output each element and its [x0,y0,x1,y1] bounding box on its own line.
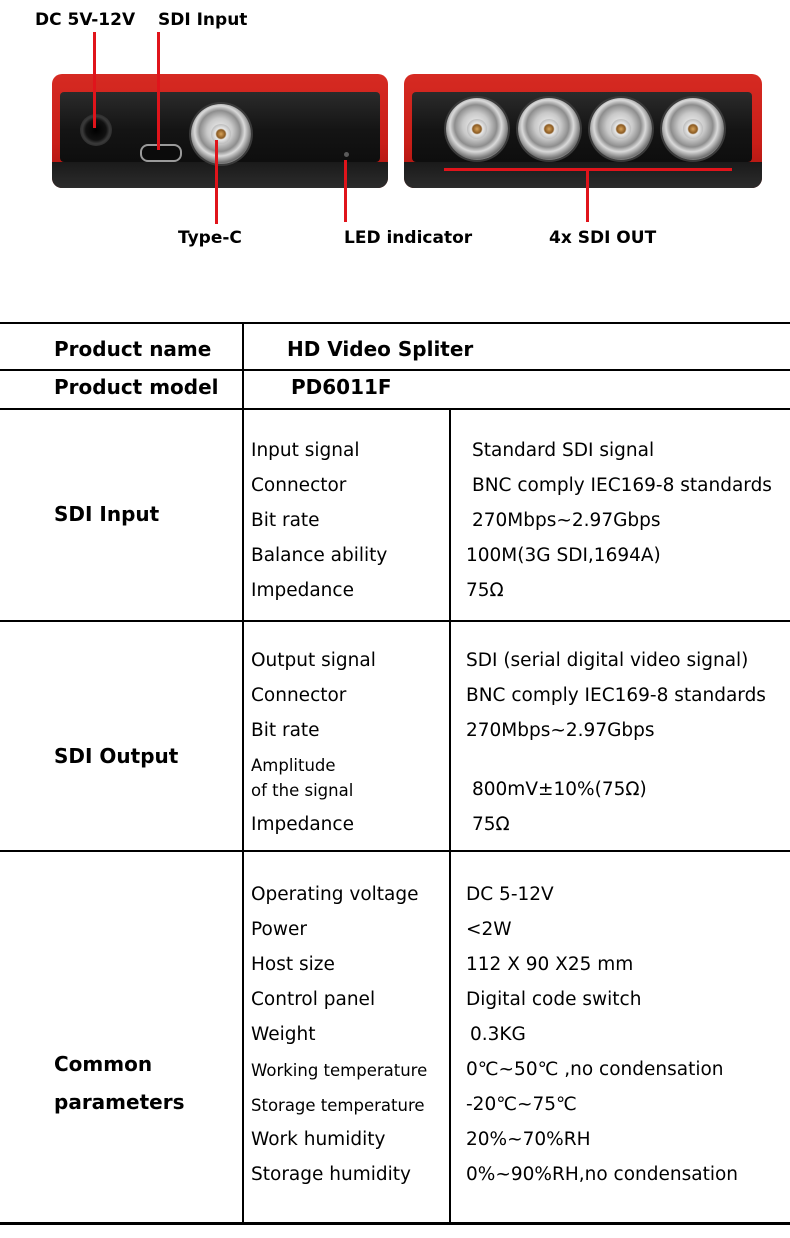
spec-value: 75Ω [466,580,504,601]
table-rule-top [0,322,790,324]
spec-value: 100M(3G SDI,1694A) [466,545,661,566]
spec-value: 0%~90%RH,no condensation [466,1164,739,1185]
table-rule [0,620,790,622]
spec-key: of the signal [251,781,354,800]
spec-value: DC 5-12V [466,884,554,905]
spec-key: Weight [251,1024,316,1045]
spec-value: SDI (serial digital video signal) [466,650,749,671]
dc-power-jack-icon [80,114,112,146]
device-input-base [52,162,388,188]
spec-key: Work humidity [251,1129,386,1150]
spec-key: Storage temperature [251,1096,425,1115]
spec-key: Output signal [251,650,376,671]
section-title-common-line2: parameters [54,1090,185,1114]
type-c-port-icon [140,144,182,162]
product-name-value: HD Video Spliter [287,337,474,361]
spec-key: Bit rate [251,720,320,741]
product-photo [0,0,790,300]
spec-value: Standard SDI signal [472,440,655,461]
spec-key: Operating voltage [251,884,419,905]
dc-power-label: DC 5V-12V [35,10,136,30]
spec-value: 20%~70%RH [466,1129,591,1150]
spec-key: Bit rate [251,510,320,531]
spec-key: Control panel [251,989,376,1010]
spec-value: -20℃~75℃ [466,1094,577,1115]
spec-value: 0.3KG [470,1024,526,1045]
spec-value: BNC comply IEC169-8 standards [466,685,766,706]
spec-key: Amplitude [251,756,336,775]
spec-value: 800mV±10%(75Ω) [472,779,647,800]
spec-value: 270Mbps~2.97Gbps [466,720,655,741]
spec-value: 75Ω [472,814,510,835]
device-output-base [404,162,762,188]
product-model-label: Product model [54,375,219,399]
spec-key: Working temperature [251,1061,428,1080]
table-rule [0,369,790,371]
spec-value: 112 X 90 X25 mm [466,954,634,975]
led-indicator-label: LED indicator [344,228,473,248]
spec-key: Balance ability [251,545,388,566]
table-column-divider [449,409,451,1223]
sdi-out-4-bnc-icon [662,98,724,160]
led-leader [344,160,347,222]
product-model-value: PD6011F [291,375,392,399]
table-column-divider [242,323,244,1223]
spec-value: Digital code switch [466,989,642,1010]
spec-key: Storage humidity [251,1164,411,1185]
product-name-label: Product name [54,337,212,361]
type-c-leader-top [157,32,160,150]
spec-key: Connector [251,475,347,496]
table-rule-bottom [0,1222,790,1225]
sdi-input-bnc-icon [191,104,251,164]
spec-key: Impedance [251,580,354,601]
spec-value: <2W [466,919,512,940]
sdi-out-3-bnc-icon [590,98,652,160]
section-title-sdi-output: SDI Output [54,744,179,768]
sdi-input-leader [215,140,218,224]
spec-value: 270Mbps~2.97Gbps [472,510,661,531]
section-title-common-line1: Common [54,1052,153,1076]
spec-key: Input signal [251,440,360,461]
spec-value: 0℃~50℃ ,no condensation [466,1059,724,1080]
sdi-out-1-bnc-icon [446,98,508,160]
sdi-out-leader [586,168,589,222]
sdi-out-label: 4x SDI OUT [549,228,657,248]
type-c-label: Type-C [178,228,242,248]
spec-key: Impedance [251,814,354,835]
spec-key: Connector [251,685,347,706]
sdi-input-label: SDI Input [158,10,248,30]
spec-key: Host size [251,954,335,975]
table-rule [0,850,790,852]
spec-key: Power [251,919,307,940]
table-rule [0,408,790,410]
section-title-sdi-input: SDI Input [54,502,160,526]
led-icon [344,152,349,157]
dc-power-leader [93,32,96,128]
sdi-out-2-bnc-icon [518,98,580,160]
spec-value: BNC comply IEC169-8 standards [472,475,772,496]
